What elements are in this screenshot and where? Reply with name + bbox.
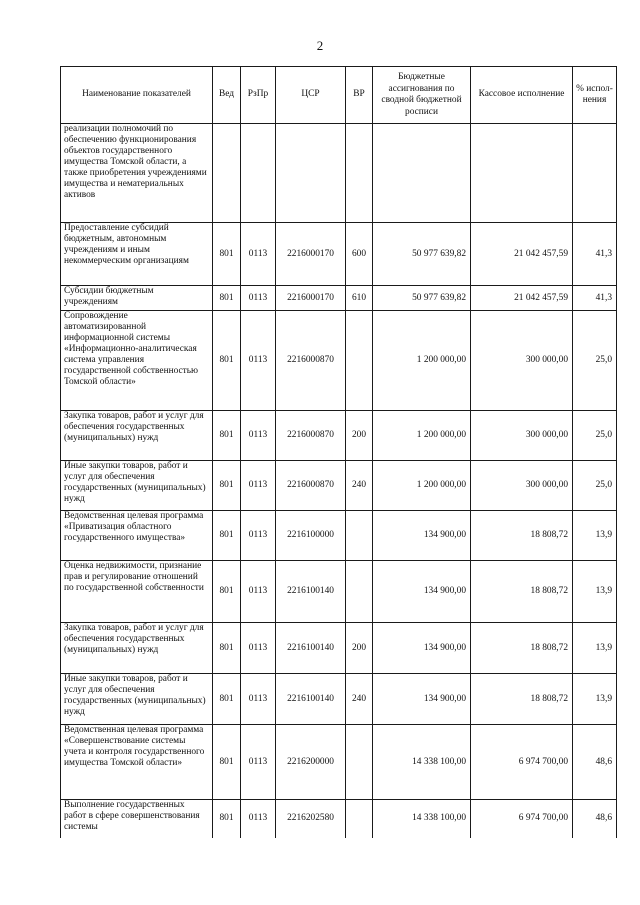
row-rzpr: 0113 <box>241 461 276 511</box>
table-row <box>61 311 617 411</box>
row-assignments: 14 338 100,00 <box>373 800 471 838</box>
header-rzpr: РзПр <box>241 67 276 124</box>
row-ved: 801 <box>213 411 241 461</box>
row-ved: 801 <box>213 623 241 674</box>
row-percent: 13,9 <box>573 623 617 674</box>
row-rzpr: 0113 <box>241 311 276 411</box>
row-ved: 801 <box>213 800 241 838</box>
row-vr: 610 <box>346 286 373 311</box>
row-rzpr: 0113 <box>241 223 276 286</box>
row-cash: 300 000,00 <box>471 311 573 411</box>
row-cash: 300 000,00 <box>471 461 573 511</box>
row-vr <box>346 561 373 623</box>
row-assignments: 134 900,00 <box>373 561 471 623</box>
table-row <box>61 800 617 838</box>
table-row <box>61 511 617 561</box>
row-rzpr: 0113 <box>241 800 276 838</box>
row-csr: 2216000170 <box>276 223 346 286</box>
row-vr <box>346 511 373 561</box>
row-csr: 2216100140 <box>276 561 346 623</box>
row-csr: 2216100140 <box>276 623 346 674</box>
row-vr: 200 <box>346 623 373 674</box>
row-ved: 801 <box>213 223 241 286</box>
row-percent: 25,0 <box>573 461 617 511</box>
row-assignments: 134 900,00 <box>373 511 471 561</box>
row-assignments: 1 200 000,00 <box>373 311 471 411</box>
row-csr: 2216100140 <box>276 674 346 725</box>
row-csr: 2216000870 <box>276 461 346 511</box>
row-assignments: 134 900,00 <box>373 623 471 674</box>
header-vr: ВР <box>346 67 373 124</box>
row-percent: 25,0 <box>573 411 617 461</box>
row-rzpr <box>241 124 276 223</box>
row-percent: 41,3 <box>573 286 617 311</box>
row-vr <box>346 311 373 411</box>
row-name: Предоставление субсидий бюджетным, автономным учреждениям и иным некоммерческим организациям <box>61 223 213 286</box>
row-vr: 240 <box>346 674 373 725</box>
row-vr: 600 <box>346 223 373 286</box>
row-assignments <box>373 124 471 223</box>
page-number: 2 <box>316 38 324 53</box>
table-row <box>61 725 617 800</box>
header-percent: % испол-нения <box>573 67 617 124</box>
row-cash: 6 974 700,00 <box>471 725 573 800</box>
row-name: Ведомственная целевая программа «Приватизация областного государственного имущества» <box>61 511 213 561</box>
row-name: Иные закупки товаров, работ и услуг для обеспечения государственных (муниципальных) нужд <box>61 674 213 725</box>
row-name: Выполнение государственных работ в сфере совершенствования системы <box>61 800 213 838</box>
row-cash: 18 808,72 <box>471 511 573 561</box>
row-assignments: 1 200 000,00 <box>373 461 471 511</box>
row-rzpr: 0113 <box>241 411 276 461</box>
row-rzpr: 0113 <box>241 674 276 725</box>
row-ved <box>213 124 241 223</box>
row-rzpr: 0113 <box>241 623 276 674</box>
row-rzpr: 0113 <box>241 561 276 623</box>
header-ved: Вед <box>213 67 241 124</box>
row-assignments: 50 977 639,82 <box>373 286 471 311</box>
row-csr: 2216000870 <box>276 311 346 411</box>
table-row <box>61 411 617 461</box>
row-percent: 41,3 <box>573 223 617 286</box>
row-vr <box>346 800 373 838</box>
header-csr: ЦСР <box>276 67 346 124</box>
header-name: Наименование показателей <box>61 67 213 124</box>
row-ved: 801 <box>213 461 241 511</box>
row-percent: 13,9 <box>573 674 617 725</box>
row-cash: 300 000,00 <box>471 411 573 461</box>
row-name: Закупка товаров, работ и услуг для обеспечения государственных (муниципальных) нужд <box>61 411 213 461</box>
row-ved: 801 <box>213 725 241 800</box>
row-assignments: 14 338 100,00 <box>373 725 471 800</box>
row-csr: 2216200000 <box>276 725 346 800</box>
row-csr: 2216000170 <box>276 286 346 311</box>
row-percent: 48,6 <box>573 725 617 800</box>
row-cash: 6 974 700,00 <box>471 800 573 838</box>
row-percent: 25,0 <box>573 311 617 411</box>
row-assignments: 1 200 000,00 <box>373 411 471 461</box>
row-name: Иные закупки товаров, работ и услуг для обеспечения государственных (муниципальных) нужд <box>61 461 213 511</box>
row-cash: 18 808,72 <box>471 561 573 623</box>
row-vr: 200 <box>346 411 373 461</box>
budget-execution-table <box>60 66 617 838</box>
row-rzpr: 0113 <box>241 286 276 311</box>
header-assignments: Бюджетные ассигнования по сводной бюджетной росписи <box>373 67 471 124</box>
table-row <box>61 461 617 511</box>
row-assignments: 50 977 639,82 <box>373 223 471 286</box>
row-ved: 801 <box>213 311 241 411</box>
row-name: Оценка недвижимости, признание прав и регулирование отношений по государственной собственности <box>61 561 213 623</box>
row-name: реализации полномочий по обеспечению функционирования объектов государственного имущества Томской области, а также приобретения учреждениями имущества и нематериальных активов <box>61 124 213 223</box>
row-name: Закупка товаров, работ и услуг для обеспечения государственных (муниципальных) нужд <box>61 623 213 674</box>
table-row <box>61 561 617 623</box>
row-name: Субсидии бюджетным учреждениям <box>61 286 213 311</box>
row-cash: 18 808,72 <box>471 674 573 725</box>
row-csr: 2216100000 <box>276 511 346 561</box>
row-name: Ведомственная целевая программа «Совершенствование системы учета и контроля государственного имущества Томской области» <box>61 725 213 800</box>
row-cash: 21 042 457,59 <box>471 223 573 286</box>
row-percent: 13,9 <box>573 511 617 561</box>
row-name: Сопровождение автоматизированной информационной системы «Информационно-аналитическая система управления государственной собственностью Томской области» <box>61 311 213 411</box>
row-vr: 240 <box>346 461 373 511</box>
row-assignments: 134 900,00 <box>373 674 471 725</box>
row-rzpr: 0113 <box>241 725 276 800</box>
row-cash <box>471 124 573 223</box>
header-cash-execution: Кассовое исполнение <box>471 67 573 124</box>
row-cash: 21 042 457,59 <box>471 286 573 311</box>
row-percent: 48,6 <box>573 800 617 838</box>
row-rzpr: 0113 <box>241 511 276 561</box>
row-percent <box>573 124 617 223</box>
row-vr <box>346 124 373 223</box>
row-csr <box>276 124 346 223</box>
row-ved: 801 <box>213 561 241 623</box>
table-row <box>61 286 617 311</box>
row-ved: 801 <box>213 674 241 725</box>
table-row <box>61 623 617 674</box>
table-row <box>61 674 617 725</box>
row-csr: 2216202580 <box>276 800 346 838</box>
table-header-row <box>61 67 617 124</box>
table-row <box>61 223 617 286</box>
row-csr: 2216000870 <box>276 411 346 461</box>
row-percent: 13,9 <box>573 561 617 623</box>
row-ved: 801 <box>213 286 241 311</box>
row-cash: 18 808,72 <box>471 623 573 674</box>
table-row <box>61 124 617 223</box>
row-ved: 801 <box>213 511 241 561</box>
row-vr <box>346 725 373 800</box>
